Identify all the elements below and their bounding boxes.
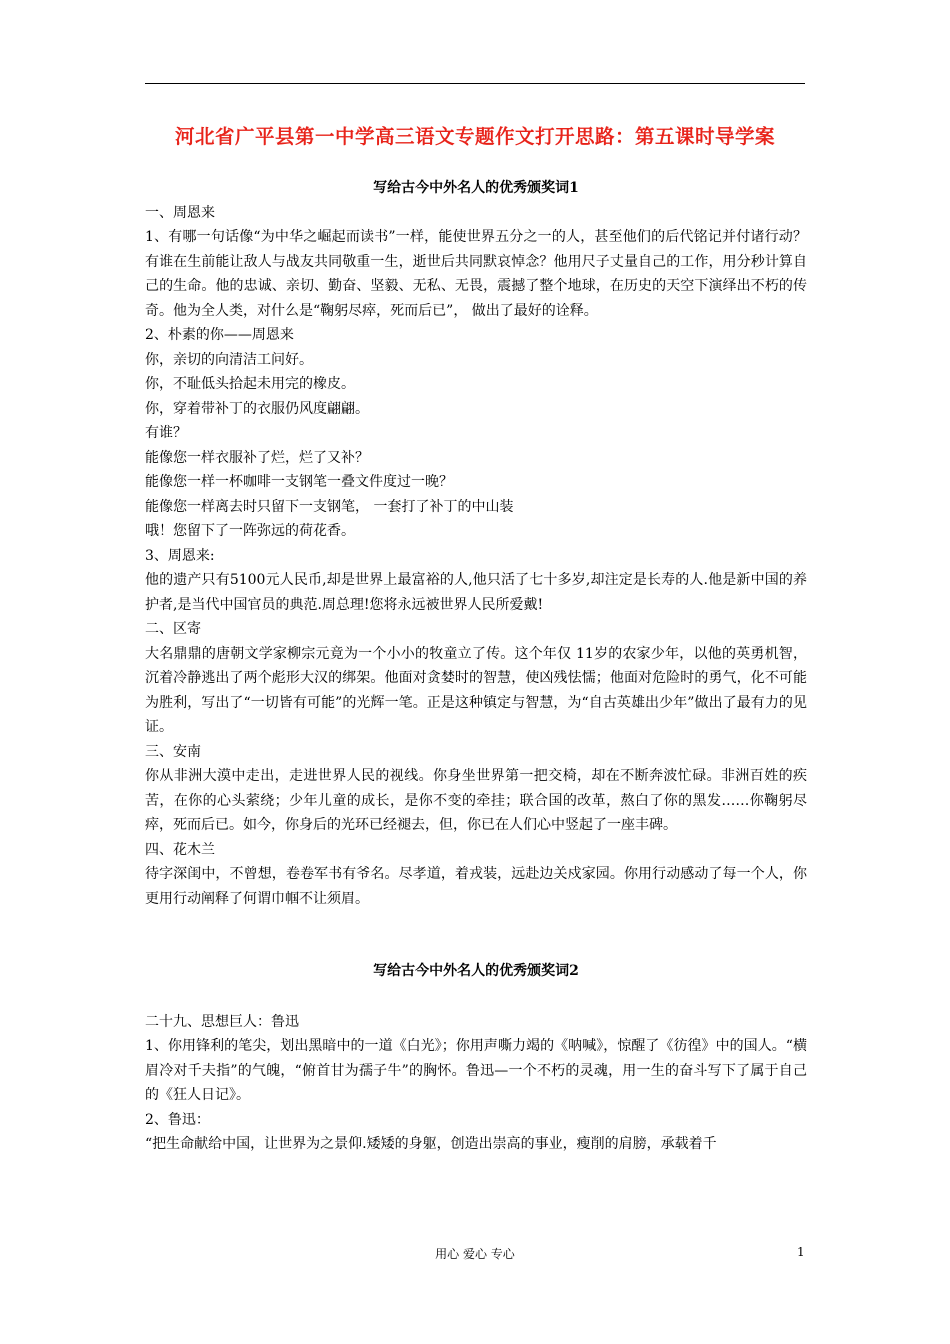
heading-annan: 三、安南 <box>145 743 201 760</box>
subheading-zhou-2: 2、朴素的你——周恩来 <box>145 327 294 343</box>
paragraph-zhou-1: 1、有哪一句话像“为中华之崛起而读书”一样，能使世界五分之一的人，甚至他们的后代铭记并付诸行动？有谁在生前能让敌人与战友共同敬重一生，逝世后共同默哀悼念？他用尺子丈量自己的工作，用分秒计算自己的生命。他的忠诚、亲切、勤奋、坚毅、无私、无畏，震撼了整个地球，在历史的天空下演绎出不朽的传奇。他为全人类，对什么是“鞠躬尽瘁，死而后已”， 做出了最好的诠释。 <box>145 229 807 319</box>
heading-zhou-enlai: 一、周恩来 <box>145 204 215 221</box>
section-title-2: 写给古今中外名人的优秀颁奖词2 <box>373 963 579 979</box>
poem-line: 能像您一样一杯咖啡一支钢笔一叠文件度过一晚？ <box>145 474 453 490</box>
paragraph-ou-ji: 大名鼎鼎的唐朝文学家柳宗元竟为一个小小的牧童立了传。这个年仅 11岁的农家少年，以他的英勇机智，沉着冷静逃出了两个彪形大汉的绑架。他面对贪婪时的智慧，使凶残怯懦；他面对危险时的勇气，化不可能为胜利，写出了“一切皆有可能”的光辉一笔。正是这种镇定与智慧，为“自古英雄出少年”做出了最有力的见证。 <box>145 645 807 735</box>
heading-lu-xun: 二十九、思想巨人：鲁迅 <box>145 1013 299 1030</box>
heading-ou-ji: 二、区寄 <box>145 621 201 637</box>
poem-line: 哦！您留下了一阵弥远的荷花香。 <box>145 523 355 539</box>
poem-line: 你，亲切的向清洁工问好。 <box>145 351 313 368</box>
paragraph-annan: 你从非洲大漠中走出，走进世界人民的视线。你身坐世界第一把交椅，却在不断奔波忙碌。非洲百姓的疾苦，在你的心头萦绕；少年儿童的成长，是你不变的牵挂；联合国的改革，熬白了你的黑发……你鞠躬尽瘁，死而后已。如今，你身后的光环已经褪去，但，你已在人们心中竖起了一座丰碑。 <box>145 768 807 833</box>
paragraph-lu-xun-1: 1、你用锋利的笔尖，划出黑暗中的一道《白光》；你用声嘶力竭的《呐喊》，惊醒了《彷徨》中的国人。“横眉冷对千夫指”的气魄，“俯首甘为孺子牛”的胸怀。鲁迅—一个不朽的灵魂，用一生的奋斗写下了属于自己的《狂人日记》。 <box>145 1038 807 1103</box>
poem-line: 能像您一样离去时只留下一支钢笔， 一套打了补丁的中山装 <box>145 498 514 515</box>
paragraph-lu-xun-2: “把生命献给中国，让世界为之景仰.矮矮的身躯，创造出崇高的事业，瘦削的肩膀，承载着千 <box>145 1136 717 1152</box>
page-footer: 用心 爱心 专心 <box>435 1247 515 1261</box>
heading-hua-mulan: 四、花木兰 <box>145 841 215 858</box>
poem-line: 有谁？ <box>145 425 187 441</box>
subheading-lu-xun-2: 2、鲁迅： <box>145 1111 210 1128</box>
paragraph-hua-mulan: 待字深闺中，不曾想，卷卷军书有爷名。尽孝道，着戎装，远赴边关戍家园。你用行动感动了每一个人，你更用行动阐释了何谓巾帼不让须眉。 <box>145 866 807 907</box>
poem-line: 你，不耻低头拾起未用完的橡皮。 <box>145 376 355 392</box>
header-rule <box>145 83 805 84</box>
page-number: 1 <box>797 1245 805 1259</box>
subheading-zhou-3: 3、周恩来: <box>145 547 215 564</box>
poem-line: 你，穿着带补丁的衣服仍风度翩翩。 <box>145 400 369 417</box>
paragraph-zhou-3: 他的遗产只有5100元人民币,却是世界上最富裕的人,他只活了七十多岁,却注定是长寿的人.他是新中国的养护者,是当代中国官员的典范.周总理!您将永远被世界人民所爱戴! <box>145 572 807 613</box>
section-title-1: 写给古今中外名人的优秀颁奖词1 <box>373 180 579 196</box>
document-body <box>145 176 807 1157</box>
document-title: 河北省广平县第一中学高三语文专题作文打开思路：第五课时导学案 <box>174 125 775 148</box>
poem-line: 能像您一样衣服补了烂，烂了又补？ <box>145 449 369 466</box>
